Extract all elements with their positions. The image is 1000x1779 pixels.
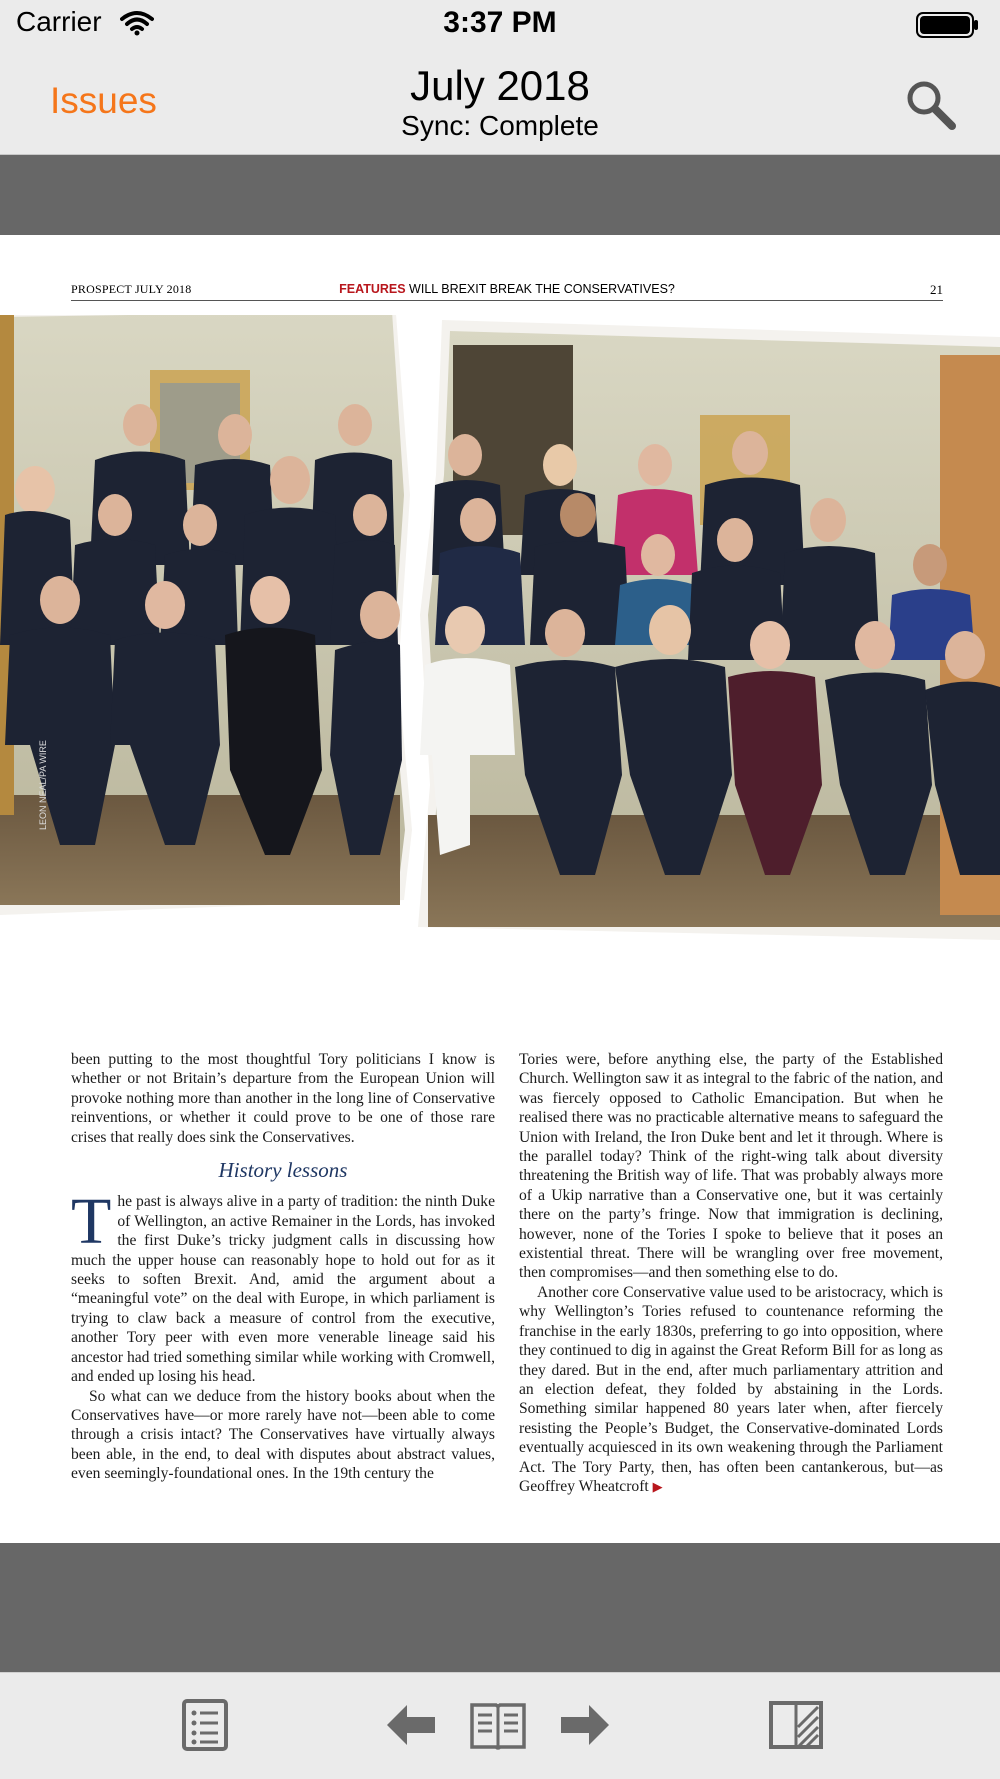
article-header (71, 282, 943, 296)
article-column-left (71, 1050, 495, 1484)
drop-cap: T (71, 1185, 112, 1259)
status-time: 3:37 PM (443, 6, 557, 39)
article-column-right (519, 1050, 943, 1496)
photo-credit: LEON NEAL/PA WIRE (38, 740, 48, 830)
bottom-toolbar (0, 1672, 1000, 1779)
paragraph: Tories were, before anything else, the party of the Established Church. Wellington saw it as integral to the fabric of the nation, and was fiercely opposed to Catholic Emancipation. But when he realised there was no practicable alternative means to safeguard the Union with Ireland, the Iron Duke bent and let it through. Where is the parallel today? Think of the right-wing talk about diversity threatening the British way of life. That was probably always more of a Ukip narrative than a Conservative one, but it was certainly there on the party’s fringe. Now that immigration is declining, however, none of the Tories I spoke to believe that it poses an existential threat. There will be wrangling over free movement, then compromises—and then something else to do. (519, 1051, 943, 1282)
page-number: 21 (930, 282, 943, 297)
arrow-left-icon[interactable] (383, 1697, 439, 1753)
magazine-page[interactable] (0, 235, 1000, 1543)
arrow-right-icon[interactable] (557, 1697, 613, 1753)
page-margin-top (0, 155, 1000, 235)
issue-title: July 2018 (410, 62, 590, 109)
table-of-contents-icon[interactable] (178, 1697, 234, 1753)
open-book-icon[interactable] (470, 1697, 526, 1753)
paragraph (71, 1185, 495, 1386)
status-bar (0, 0, 1000, 50)
paragraph (519, 1283, 943, 1496)
navigation-bar (0, 50, 1000, 155)
publication-label: PROSPECT JULY 2018 (71, 282, 192, 296)
paragraph-text: he past is always alive in a party of tradition: the ninth Duke of Wellington, an active Remainer in the Lords, has invoked the first Duke’s tricky judgment calls in discussing how much the upper house can reasonably hope to hold out for as it seeks to soften Brexit. And, amid the argument about a “meaningful vote” on the deal with Europe, in which parliament is trying to claw back a measure of control from the executive, another Tory peer with even more venerable lineage said his ancestor had tried something similar while working with Cromwell, and ended up losing his head. (71, 1193, 495, 1386)
page-margin-bottom (0, 1543, 1000, 1672)
cabinet-group-photo (0, 315, 1000, 975)
carrier-label: Carrier (16, 6, 102, 37)
article-title: WILL BREXIT BREAK THE CONSERVATIVES? (409, 282, 675, 296)
paragraph: So what can we deduce from the history books about when the Conservatives have—or more rarely have not—been able to come through a crisis intact? The Conservatives have virtually always been able, in the end, to deal with disputes about abstract values, even seemingly-foundational ones. In the 19th century the (71, 1387, 495, 1483)
page-layout-icon[interactable] (768, 1697, 824, 1753)
subheading: History lessons (218, 1158, 348, 1183)
section-label: FEATURES (339, 282, 406, 296)
battery-full-icon (916, 12, 980, 38)
issues-back-button[interactable]: Issues (50, 80, 157, 121)
search-icon[interactable] (902, 76, 958, 132)
sync-status: Sync: Complete (401, 110, 599, 141)
paragraph-text: Another core Conservative value used to be aristocracy, which is why Wellington’s Tories refused to countenance reforming the franchise in the early 1830s, preferring to go into opposition, where they continued to dig in against the Great Reform Bill for as long as they dared. But in the end, after much parliamentary attrition and an election defeat, they folded by abstaining in the Lords. Something similar happened 80 years later when, after fiercely resisting the People’s Budget, the Conservative-dominated Lords eventually acquiesced in its own weakening through the Parliament Act. The Tory Party, then, has often been cantankerous, but—as Geoffrey Wheatcroft (519, 1283, 943, 1495)
continue-arrow-icon: ▶ (652, 1478, 663, 1494)
running-header (71, 280, 943, 301)
paragraph: been putting to the most thoughtful Tory politicians I know is whether or not Britain’s departure from the European Union will provoke nothing more than another in the long line of Conservative reinventions, or whether it could prove to be one of those rare crises that really does sink the Conservatives. (71, 1051, 495, 1146)
